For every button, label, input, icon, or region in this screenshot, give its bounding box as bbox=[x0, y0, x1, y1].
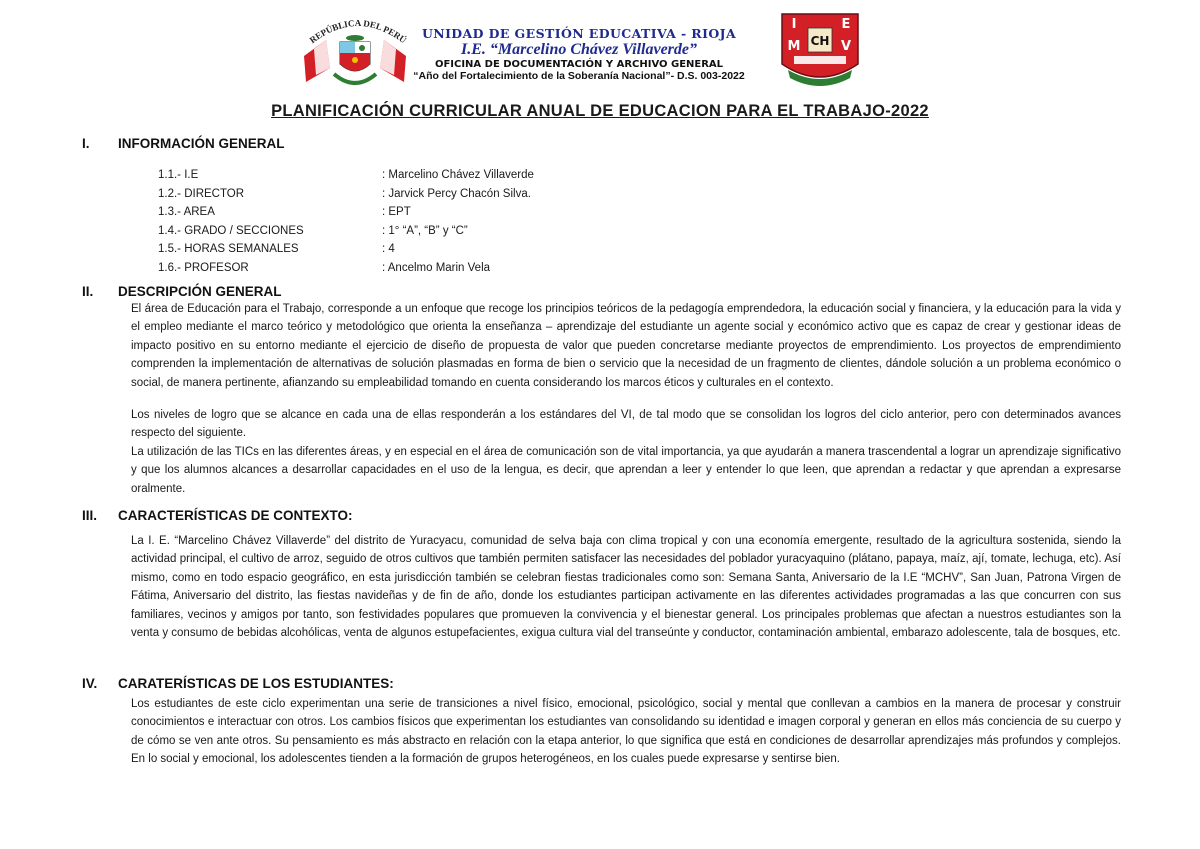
students-paragraph: Los estudiantes de este ciclo experimentan una serie de transiciones a nivel físico, emocional, psicológico, social y mental que conllevan a cambios en la manera de procesar y construir conocimientos e interactuar con otros. Los cambios físicos que experimentan los estudiantes van consolidando su identidad e imagen corporal y generan en ellos más conciencia de su cuerpo y de cómo se ven ante otros. Su pensamiento es más abstracto en relación con la etapa anterior, lo que significa que está en condiciones de desarrollar aprendizajes más profundos y complejos. En lo social y emocional, los adolescentes tienden a la formación de grupos heterogéneos, en los cuales puede expresarse y sentirse bien. bbox=[131, 698, 1121, 766]
svg-text:REPÚBLICA DEL PERÚ: REPÚBLICA DEL PERÚ bbox=[307, 17, 409, 44]
info-label: 1.4.- GRADO / SECCIONES bbox=[158, 224, 304, 237]
info-row bbox=[158, 222, 534, 241]
info-label: 1.3.- AREA bbox=[158, 206, 215, 219]
info-label: 1.6.- PROFESOR bbox=[158, 261, 249, 274]
section-title-general-info: INFORMACIÓN GENERAL bbox=[118, 136, 285, 151]
section-number-4: IV. bbox=[82, 676, 98, 691]
seal-arc-text bbox=[300, 14, 416, 44]
info-value: : 4 bbox=[382, 243, 395, 256]
context-paragraph: La I. E. “Marcelino Chávez Villaverde” del distrito de Yuracyacu, comunidad de selva baja con clima tropical y con una economía emergente, resultado de la agricultura sostenida, siendo la actividad principal, el cultivo de arroz, seguido de otros cultivos que también permiten satisfacer las necesidades del poblador yuracyaquino (plátano, papaya, maíz, ají, tomate, lechuga, etc). Así mismo, como en todo espacio geográfico, en esta jurisdicción también se celebran fiestas tradicionales como son: Semana Santa, Aniversario de la I.E “MCHV”, San Juan, Patrona Virgen de Fátima, Aniversario del distrito, las fiestas navideñas y de fin de año, donde los estudiantes participan activamente en las diferentes actividades programadas a las que concurren con sus familiares, vecinos y amigos por tanto, son festividades populares que promueven la convivencia y el bienestar general. Los principales problemas que afectan a nuestros estudiantes son la venta y consumo de bebidas alcohólicas, venta de algunos estupefacientes, exigua cultura vial del transeúnte y conductor, contaminación ambiental, embarazo adolescente, tala de bosques, etc. bbox=[131, 535, 1121, 640]
section-number-3: III. bbox=[82, 508, 98, 523]
peru-coat-of-arms-icon bbox=[296, 12, 414, 92]
info-row bbox=[158, 240, 534, 259]
description-paragraph-1: El área de Educación para el Trabajo, corresponde a un enfoque que recoge los principios teóricos de la pedagogía emprendedora, la educación social y financiera, y la educación para la vida y el empleo mediante el marco teórico y metodológico que orienta la enseñanza – aprendizaje del estudiante un agente social y económico activo que es capaz de crear y gestionar ideas de impacto positivo en su entorno mediante el ejercicio de diseño de propuesta de valor que pueden concretarse mediante proyectos de emprendimiento. Los proyectos de emprendimiento comprenden la implementación de alternativas de solución plasmadas en forma de bien o servicio que la necesidad de un fragmento de clientes, dándole solución a un problema económico o social, de manera pertinente, afianzando su empleabilidad tomando en cuenta considerando los marcos éticos y culturales en el contexto. bbox=[131, 303, 1121, 389]
svg-text:E: E bbox=[841, 17, 851, 32]
info-row bbox=[158, 203, 534, 222]
section-title-description: DESCRIPCIÓN GENERAL bbox=[118, 284, 282, 299]
section-number-2: II. bbox=[82, 284, 94, 299]
info-label: 1.2.- DIRECTOR bbox=[158, 187, 245, 200]
school-crest-icon bbox=[774, 12, 866, 88]
document-title: PLANIFICACIÓN CURRICULAR ANUAL DE EDUCACION PARA EL TRABAJO-2022 bbox=[271, 102, 929, 120]
general-info-list bbox=[158, 166, 534, 278]
section-title-context: CARACTERÍSTICAS DE CONTEXTO: bbox=[118, 508, 353, 523]
info-row bbox=[158, 166, 534, 185]
info-value: : Ancelmo Marin Vela bbox=[382, 261, 491, 274]
info-label: 1.5.- HORAS SEMANALES bbox=[158, 243, 299, 256]
description-paragraph-3: La utilización de las TICs en las diferentes áreas, y en especial en el área de comunicación son de vital importancia, ya que ayudarán a manera trascendental a lograr un aprendizaje significativo y que los alumnos alcances a desarrollar capacidades en el uso de la lengua, es decir, que aprendan a leer y entender lo que leen, que aprendan a redactar y que aprendan a expresarse oralmente. bbox=[131, 446, 1121, 495]
institution-name: I.E. “Marcelino Chávez Villaverde” bbox=[461, 41, 697, 58]
section-number-1: I. bbox=[82, 136, 90, 151]
info-value: : Jarvick Percy Chacón Silva. bbox=[382, 187, 531, 200]
office-name: OFICINA DE DOCUMENTACIÓN Y ARCHIVO GENERAL bbox=[434, 59, 724, 70]
info-value: : 1° “A”, “B” y “C” bbox=[382, 224, 468, 237]
svg-text:I: I bbox=[791, 17, 797, 32]
institution-heading bbox=[404, 26, 754, 82]
ugel-name: UNIDAD DE GESTIÓN EDUCATIVA - RIOJA bbox=[421, 26, 737, 41]
letterhead bbox=[296, 12, 870, 92]
info-row bbox=[158, 259, 534, 278]
description-paragraph-2: Los niveles de logro que se alcance en cada una de ellas responderán a los estándares del VI, de tal modo que se consolidan los logros del ciclo anterior, pero con determinados avances respecto del siguiente. bbox=[131, 409, 1121, 440]
info-row bbox=[158, 185, 534, 204]
svg-text:V: V bbox=[840, 39, 852, 54]
section-title-students: CARATERÍSTICAS DE LOS ESTUDIANTES: bbox=[118, 676, 394, 691]
info-label: 1.1.- I.E bbox=[158, 169, 199, 181]
info-value: : EPT bbox=[382, 206, 411, 219]
info-value: : Marcelino Chávez Villaverde bbox=[382, 169, 534, 181]
svg-text:CH: CH bbox=[810, 34, 830, 48]
svg-text:M: M bbox=[787, 39, 801, 54]
year-motto: “Año del Fortalecimiento de la Soberanía Nacional”- D.S. 003-2022 bbox=[413, 70, 745, 82]
